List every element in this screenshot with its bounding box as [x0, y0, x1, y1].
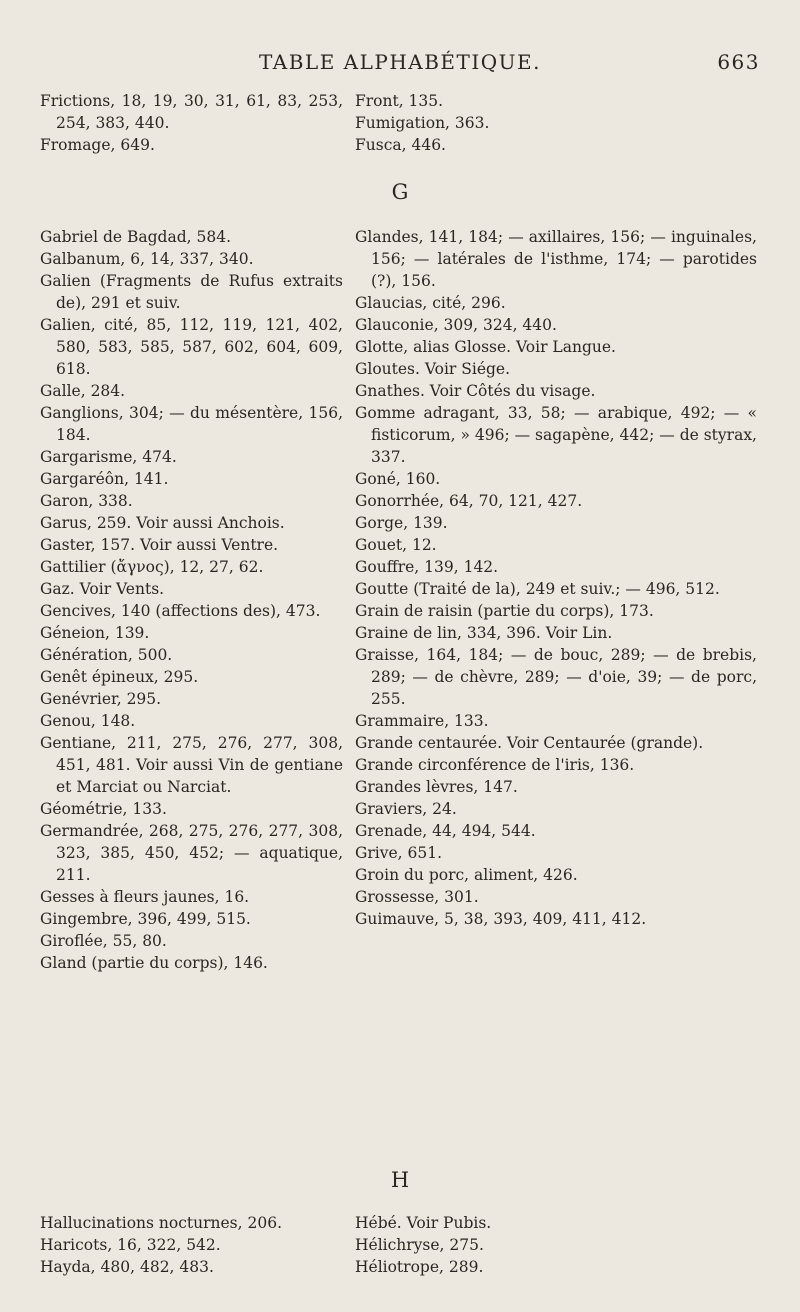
index-entry: Glaucias, cité, 296.: [355, 294, 506, 312]
index-entry: Genévrier, 295.: [40, 690, 162, 708]
page-number: 663: [717, 50, 760, 74]
index-entry: Grenade, 44, 494, 544.: [355, 822, 536, 840]
index-entry: Gingembre, 396, 499, 515.: [40, 910, 251, 928]
index-entry: Genêt épineux, 295.: [40, 668, 199, 686]
index-entry: Gargarisme, 474.: [40, 448, 177, 466]
index-entry: Gland (partie du corps), 146.: [40, 954, 268, 972]
index-entry: Géneion, 139.: [40, 624, 150, 642]
index-entry: Galle, 284.: [40, 382, 126, 400]
index-entry: Garon, 338.: [40, 492, 133, 510]
section-letter-h: H: [390, 1168, 410, 1192]
index-entry: Grain de raisin (partie du corps), 173.: [355, 602, 654, 620]
index-entry: Gentiane, 211, 275, 276, 277, 308, 451, 481. Voir aussi Vin de gentiane et Marciat ou Narciat.: [40, 734, 343, 796]
section-g-left-column: [40, 226, 343, 974]
section-letter-g: G: [391, 180, 409, 204]
index-entry: Gargaréôn, 141.: [40, 470, 169, 488]
index-entry: Goutte (Traité de la), 249 et suiv.; — 496, 512.: [355, 580, 720, 598]
index-entry: Grammaire, 133.: [355, 712, 489, 730]
index-entry: Germandrée, 268, 275, 276, 277, 308, 323, 385, 450, 452; — aquatique, 211.: [40, 822, 343, 884]
index-entry: Front, 135.: [355, 92, 444, 110]
section-h-left-column: [40, 1212, 343, 1278]
index-entry: Gabriel de Bagdad, 584.: [40, 228, 231, 246]
index-entry: Ganglions, 304; — du mésentère, 156, 184.: [40, 404, 343, 444]
index-entry: Grandes lèvres, 147.: [355, 778, 518, 796]
index-entry: Fusca, 446.: [355, 136, 446, 154]
index-entry: Fumigation, 363.: [355, 114, 490, 132]
index-entry: Grande centaurée. Voir Centaurée (grande).: [355, 734, 704, 752]
index-entry: Glauconie, 309, 324, 440.: [355, 316, 557, 334]
index-entry: Haricots, 16, 322, 542.: [40, 1236, 221, 1254]
index-entry: Glotte, alias Glosse. Voir Langue.: [355, 338, 616, 356]
index-entry: Grossesse, 301.: [355, 888, 479, 906]
index-entry: Gouet, 12.: [355, 536, 437, 554]
section-f-right-column: [355, 90, 757, 156]
index-entry: Galbanum, 6, 14, 337, 340.: [40, 250, 254, 268]
section-g-right-column: [355, 226, 757, 930]
index-entry: Hallucinations nocturnes, 206.: [40, 1214, 282, 1232]
index-entry: Gaster, 157. Voir aussi Ventre.: [40, 536, 279, 554]
index-entry: Garus, 259. Voir aussi Anchois.: [40, 514, 285, 532]
index-entry: Glandes, 141, 184; — axillaires, 156; — inguinales, 156; — latérales de l'isthme, 174; — parotides (?), 156.: [355, 228, 757, 290]
index-entry: Groin du porc, aliment, 426.: [355, 866, 578, 884]
index-entry: Hébé. Voir Pubis.: [355, 1214, 492, 1232]
index-entry: Hélichryse, 275.: [355, 1236, 484, 1254]
section-h-right-column: [355, 1212, 757, 1278]
index-entry: Graviers, 24.: [355, 800, 457, 818]
running-title: TABLE ALPHABÉTIQUE.: [259, 50, 541, 74]
index-entry: Gnathes. Voir Côtés du visage.: [355, 382, 596, 400]
index-entry: Galien (Fragments de Rufus extraits de), 291 et suiv.: [40, 272, 343, 312]
index-entry: Gesses à fleurs jaunes, 16.: [40, 888, 250, 906]
index-entry: Gloutes. Voir Siége.: [355, 360, 511, 378]
index-entry: Genou, 148.: [40, 712, 136, 730]
index-entry: Hayda, 480, 482, 483.: [40, 1258, 214, 1276]
index-entry: Frictions, 18, 19, 30, 31, 61, 83, 253, 254, 383, 440.: [40, 92, 343, 132]
index-entry: Grive, 651.: [355, 844, 443, 862]
index-entry: Graine de lin, 334, 396. Voir Lin.: [355, 624, 613, 642]
index-entry: Géométrie, 133.: [40, 800, 167, 818]
index-entry: Héliotrope, 289.: [355, 1258, 484, 1276]
index-entry: Graisse, 164, 184; — de bouc, 289; — de brebis, 289; — de chèvre, 289; — d'oie, 39; — de porc, 255.: [355, 646, 757, 708]
index-entry: Gaz. Voir Vents.: [40, 580, 165, 598]
index-entry: Gonorrhée, 64, 70, 121, 427.: [355, 492, 583, 510]
index-entry: Gouffre, 139, 142.: [355, 558, 499, 576]
index-entry: Grande circonférence de l'iris, 136.: [355, 756, 635, 774]
index-entry: Gencives, 140 (affections des), 473.: [40, 602, 321, 620]
index-entry: Gorge, 139.: [355, 514, 448, 532]
index-entry: Gattilier (ἄγνος), 12, 27, 62.: [40, 558, 264, 576]
section-f-left-column: [40, 90, 343, 156]
index-entry: Fromage, 649.: [40, 136, 155, 154]
index-entry: Giroflée, 55, 80.: [40, 932, 167, 950]
index-entry: Guimauve, 5, 38, 393, 409, 411, 412.: [355, 910, 647, 928]
index-entry: Galien, cité, 85, 112, 119, 121, 402, 580, 583, 585, 587, 602, 604, 609, 618.: [40, 316, 343, 378]
index-entry: Gomme adragant, 33, 58; — arabique, 492; — « fisticorum, » 496; — sagapène, 442; — de styrax, 337.: [355, 404, 757, 466]
index-entry: Goné, 160.: [355, 470, 441, 488]
running-head: [40, 50, 760, 80]
index-entry: Génération, 500.: [40, 646, 173, 664]
